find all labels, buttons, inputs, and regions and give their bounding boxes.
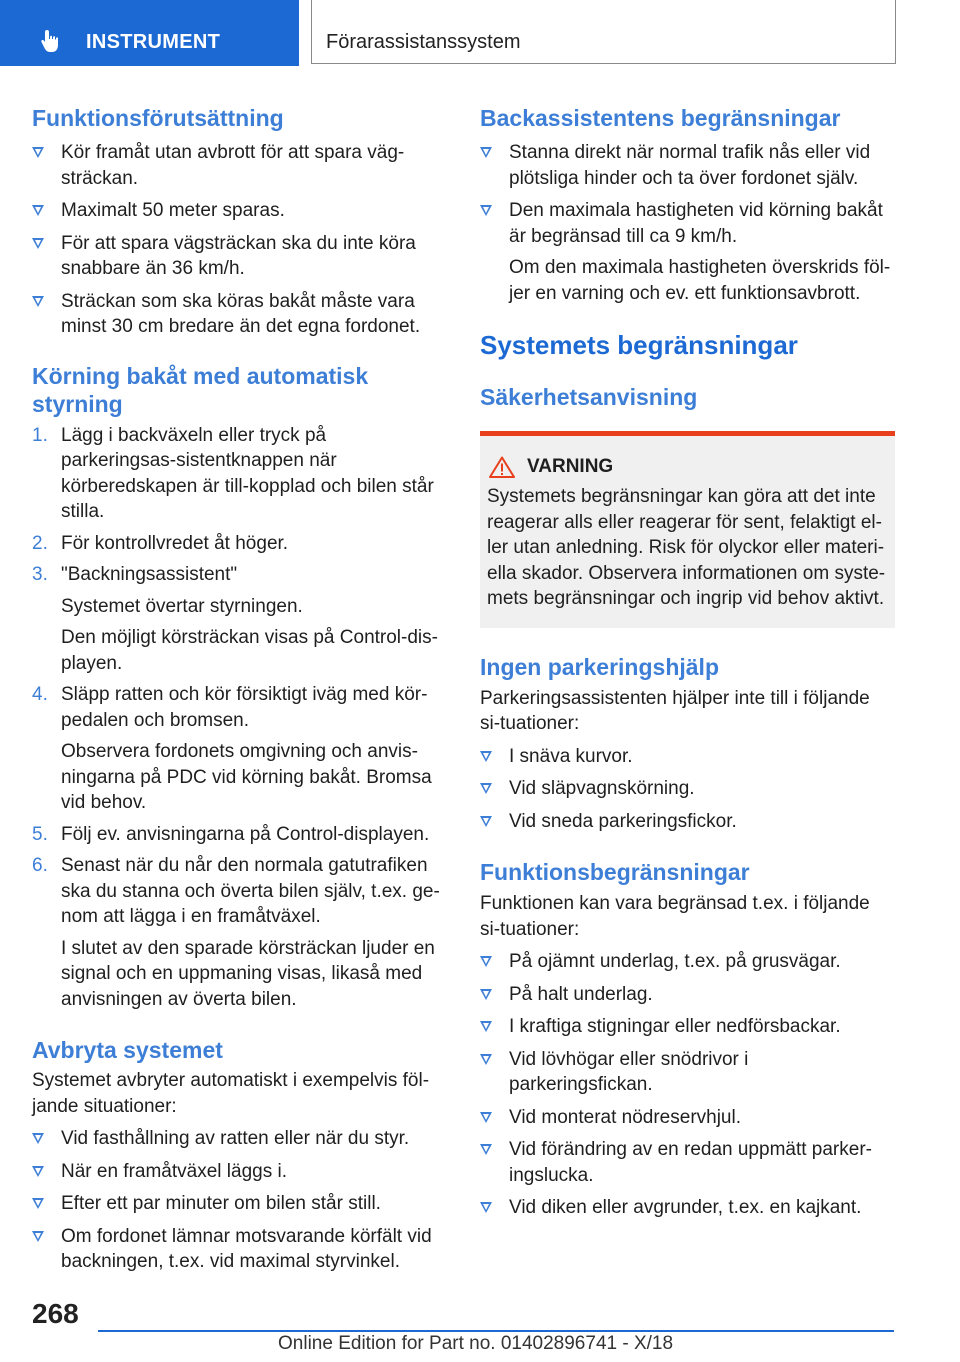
footer-divider <box>98 1330 894 1332</box>
list-item: 5. Följ ev. anvisningarna på Control-displayen. <box>32 823 430 845</box>
list-item: Kör framåt utan avbrott för att spara väg-sträckan. <box>32 140 442 191</box>
triangle-bullet-icon <box>32 1231 44 1242</box>
step-note: Den möjligt körsträckan visas på Control-dis-playen. <box>61 627 438 674</box>
list-item: Efter ett par minuter om bilen står still. <box>32 1191 442 1217</box>
triangle-bullet-icon <box>480 783 492 794</box>
list-item: 1. Lägg i backväxeln eller tryck på parkeringsas-sistentknappen när körberedskapen är till-kopplad och bilen står stilla. <box>32 424 434 522</box>
list-item: Vid diken eller avgrunder, t.ex. en kajkant. <box>480 1195 895 1221</box>
section-heading: Avbryta systemet <box>32 1037 223 1063</box>
triangle-bullet-icon <box>480 1054 492 1065</box>
section-heading: Ingen parkeringshjälp <box>480 653 719 680</box>
triangle-bullet-icon <box>480 1021 492 1032</box>
list-item: Maximalt 50 meter sparas. <box>32 198 442 224</box>
list-item: På ojämnt underlag, t.ex. på grusvägar. <box>480 949 895 975</box>
page-header <box>0 0 960 66</box>
list-item: På halt underlag. <box>480 982 895 1008</box>
step-note: Systemet övertar styrningen. <box>61 595 303 617</box>
list-item: Vid monterat nödreservhjul. <box>480 1105 895 1131</box>
hand-pointer-icon <box>40 29 62 53</box>
list-item: Sträckan som ska köras bakåt måste vara minst 30 cm bredare än det egna fordonet. <box>32 289 442 340</box>
list-item: Den maximala hastigheten vid körning bakåt är begränsad till ca 9 km/h. Om den maximala hastigheten överskrids föl-jer en varning och ev. ett funktionsavbrott. <box>480 198 895 306</box>
triangle-bullet-icon <box>32 238 44 249</box>
page-number: 268 <box>32 1298 79 1329</box>
bullet-list <box>32 1126 442 1275</box>
section-intro: Parkeringsassistenten hjälper inte till i följande si-tuationer: <box>480 687 870 734</box>
section-intro: Systemet avbryter automatiskt i exempelvis föl-jande situationer: <box>32 1070 430 1117</box>
section-heading: Körning bakåt med automatisk styrning <box>32 362 369 417</box>
step-note: I slutet av den sparade körsträckan ljuder en signal och en uppmaning visas, likaså med anvisningen av överta bilen. <box>61 937 435 1010</box>
chapter-tab-label: INSTRUMENT <box>86 31 221 53</box>
list-item: 6. Senast när du når den normala gatutrafiken ska du stanna och överta bilen själv, t.ex. ge-nom att lägga i en framåtväxel. I slutet av den sparade körsträckan ljuder en signal och en uppmaning visas, likaså med anvisningen av överta bilen. <box>32 853 442 1012</box>
section-tab-label: Förarassistanssystem <box>326 31 521 53</box>
triangle-bullet-icon <box>480 989 492 1000</box>
edition-text: Online Edition for Part no. 01402896741 - X/18 <box>278 1333 674 1354</box>
triangle-bullet-icon <box>32 1133 44 1144</box>
list-item: Vid lövhögar eller snödrivor i parkeringsfickan. <box>480 1047 895 1098</box>
warning-box <box>480 431 895 628</box>
list-item: Vid förändring av en redan uppmätt parker-ingslucka. <box>480 1137 895 1188</box>
triangle-bullet-icon <box>32 296 44 307</box>
triangle-bullet-icon <box>480 205 492 216</box>
triangle-bullet-icon <box>480 1202 492 1213</box>
triangle-bullet-icon <box>480 816 492 827</box>
list-item: Vid fasthållning av ratten eller när du styr. <box>32 1126 442 1152</box>
triangle-bullet-icon <box>480 956 492 967</box>
right-column <box>480 100 895 1221</box>
list-item: Om fordonet lämnar motsvarande körfält vid backningen, t.ex. vid maximal styrvinkel. <box>32 1224 442 1275</box>
section-heading: Funktionsförutsättning <box>32 105 284 131</box>
main-heading: Systemets begränsningar <box>480 330 798 360</box>
bullet-list <box>480 744 895 835</box>
left-column <box>32 100 442 1275</box>
warning-text: Systemets begränsningar kan göra att det inte reagerar alls eller reagerar för sent, felaktigt el-ler utan anledning. Risk för olyckor eller materi-ella skador. Observera informationen om syste-mets begränsningar och ingrip vid behov aktivt. <box>487 486 886 609</box>
list-item: I kraftiga stigningar eller nedförsbackar. <box>480 1014 895 1040</box>
section-heading: Backassistentens begränsningar <box>480 105 841 131</box>
list-item: Vid släpvagnskörning. <box>480 776 895 802</box>
list-item: 3. "Backningsassistent" Systemet övertar styrningen. Den möjligt körsträckan visas på Control-dis-playen. <box>32 562 442 676</box>
warning-triangle-icon <box>489 456 515 478</box>
chapter-tab <box>0 0 299 66</box>
triangle-bullet-icon <box>480 751 492 762</box>
section-heading: Funktionsbegränsningar <box>480 859 750 885</box>
triangle-bullet-icon <box>480 1112 492 1123</box>
list-item: 4. Släpp ratten och kör försiktigt iväg med kör-pedalen och bromsen. Observera fordonets omgivning och anvis-ningarna på PDC vid körning bakåt. Bromsa vid behov. <box>32 682 442 816</box>
triangle-bullet-icon <box>32 147 44 158</box>
item-note: Om den maximala hastigheten överskrids föl-jer en varning och ev. ett funktionsavbrott. <box>509 257 891 304</box>
list-item: När en framåtväxel läggs i. <box>32 1159 442 1185</box>
list-item: 2. För kontrollvredet åt höger. <box>32 532 289 554</box>
list-item: I snäva kurvor. <box>480 744 895 770</box>
list-item: Stanna direkt när normal trafik nås eller vid plötsliga hinder och ta över fordonet själv. <box>480 140 895 191</box>
bullet-list <box>480 949 895 1221</box>
section-intro: Funktionen kan vara begränsad t.ex. i följande si-tuationer: <box>480 893 870 940</box>
bullet-list <box>32 140 442 340</box>
warning-title: VARNING <box>487 454 887 479</box>
section-tab <box>311 0 896 64</box>
bullet-list <box>480 140 895 306</box>
triangle-bullet-icon <box>480 1144 492 1155</box>
section-heading: Säkerhetsanvisning <box>480 384 698 410</box>
triangle-bullet-icon <box>32 1166 44 1177</box>
numbered-list <box>32 423 442 1013</box>
triangle-bullet-icon <box>32 205 44 216</box>
triangle-bullet-icon <box>32 1198 44 1209</box>
step-note: Observera fordonets omgivning och anvis-ningarna på PDC vid körning bakåt. Bromsa vid behov. <box>61 741 432 813</box>
list-item: För att spara vägsträckan ska du inte köra snabbare än 36 km/h. <box>32 231 442 282</box>
triangle-bullet-icon <box>480 147 492 158</box>
list-item: Vid sneda parkeringsfickor. <box>480 809 895 835</box>
